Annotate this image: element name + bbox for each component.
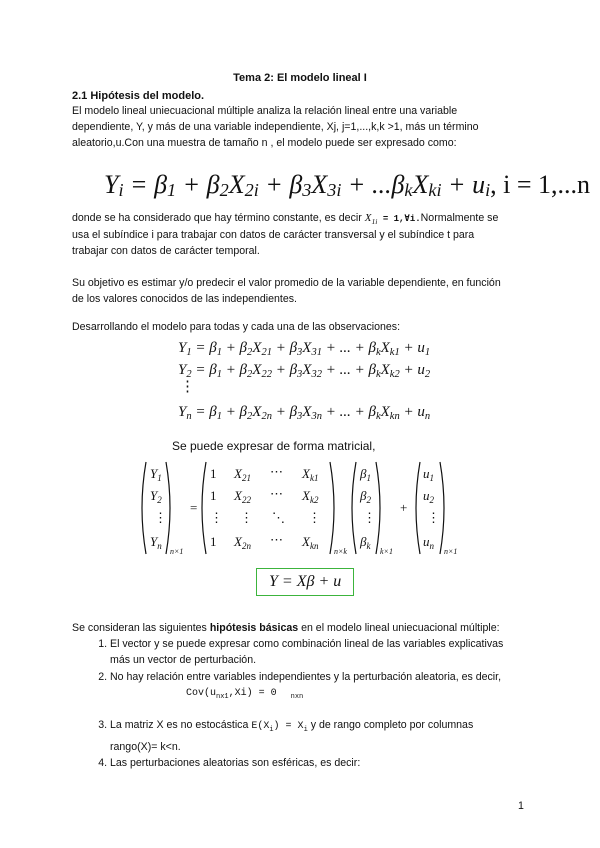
svg-text:1: 1 [210,488,217,503]
objective-line: de los valores conocidos de las independientes. [72,293,297,305]
section-heading: 2.1 Hipótesis del modelo. [72,90,205,102]
svg-text:⋯: ⋯ [270,532,283,547]
objective-line: Su objetivo es estimar y/o predecir el valor promedio de la variable dependiente, en función [72,277,501,289]
equation-row-n: $Y_n = \beta_1 + \beta_2X_{2n} + \beta_3X_{3n}$ + ... + $\beta_kX_{kn} + u_n$ [178,404,431,422]
svg-text:u1: $u_1$ [423,466,434,483]
assumptions-list [84,636,544,771]
compact-equation-box [256,568,354,596]
assumptions-intro: Se consideran las siguientes hipótesis básicas en el modelo lineal uniecuacional múltiple: [72,622,500,634]
svg-text:=: = [190,500,198,515]
svg-text:β1: $\beta_1$ [360,466,371,483]
svg-text:n×1: n×1 [170,547,184,556]
svg-text:⋯: ⋯ [270,486,283,501]
svg-text:⋮: ⋮ [240,510,253,525]
develop-text: Desarrollando el modelo para todas y cada una de las observaciones: [72,321,401,333]
svg-text:βk: $\beta_k$ [360,534,371,551]
compact-equation: Y = Xβ + u [269,573,342,590]
intro-line: aleatorio,u.Con una muestra de tamaño n , el modelo puede ser expresado como: [72,137,457,149]
main-equation: $Y_i = \beta_1 + \beta_2X_{2i} + \beta_3X_{3i} + ...\beta_kX_{ki} + u_i$, i = 1,...n [104,170,591,200]
intro-line: dependiente, Y, y más de una variable independiente, Xj, j=1,...,k,k >1, más un término [72,121,479,133]
system-of-equations [178,337,430,423]
expectation-formula: $E(X_i) = X_i$ [251,721,308,734]
svg-text:⋮: ⋮ [308,510,321,525]
constant-note-line: donde se ha considerado que hay término constante, es decir $X_{1i}$ = 1,∀i.Normalmente se [72,212,499,226]
constant-note [72,210,542,259]
svg-text:+: + [400,500,408,515]
svg-text:⋮: ⋮ [363,510,376,525]
svg-text:Y2: $Y_2$ [150,488,162,505]
svg-text:k×1: k×1 [380,547,393,556]
svg-text:Xkn: $X_{kn}$ [302,534,319,551]
svg-text:Xk1: $X_{k1}$ [302,466,319,483]
svg-text:1: 1 [210,534,217,549]
objective-paragraph [72,275,542,307]
svg-text:un: $u_n$ [423,534,434,551]
svg-text:X21: $X_{21}$ [234,466,251,483]
constant-note-line: trabajar con datos de carácter temporal. [72,245,260,257]
assumption-item-2: 2. No hay relación entre variables independientes y la perturbación aleatoria, es decir, $Cov(u_{nx1},Xi) = 0$ $_{nxn}$ [110,669,544,703]
equation-row-1: $Y_1 = \beta_1 + \beta_2X_{21} + \beta_3X_{31}$ + ... + $\beta_kX_{k1} + u_1$ [178,340,431,358]
matrix-text: Se puede expresar de forma matricial, [172,439,376,453]
svg-text:⋮: ⋮ [210,510,223,525]
constant-note-line: usa el subíndice i para trabajar con datos de carácter transversal y el subíndice t para [72,229,475,241]
svg-text:u2: $u_2$ [423,488,434,505]
svg-text:Yn: $Y_n$ [150,534,162,551]
matrix-equation [108,458,480,558]
intro-line: El modelo lineal uniecuacional múltiple analiza la relación lineal entre una variable [72,105,458,117]
svg-text:⋮: ⋮ [154,510,167,525]
svg-text:Xk2: $X_{k2}$ [302,488,319,505]
svg-text:⋮: ⋮ [427,510,440,525]
svg-text:X22: $X_{22}$ [234,488,251,505]
svg-text:Y1: $Y_1$ [150,466,162,483]
covariance-formula: $Cov(u_{nx1},Xi) = 0$ $_{nxn}$ [186,688,304,701]
assumption-item-1: 1. El vector y se puede expresar como combinación lineal de las variables explicativas más un vector de perturbación. [110,636,544,668]
svg-text:1: 1 [210,466,217,481]
svg-text:β2: $\beta_2$ [360,488,371,505]
assumption-item-4: 4. Las perturbaciones aleatorias son esféricas, es decir: [110,755,544,771]
vertical-ellipsis: ⋮ [180,379,195,395]
intro-paragraph [72,103,532,151]
svg-text:n×k: n×k [334,547,347,556]
equation-row-2: $Y_2 = \beta_1 + \beta_2X_{22} + \beta_3X_{32}$ + ... + $\beta_kX_{k2} + u_2$ [178,362,431,380]
svg-text:⋯: ⋯ [270,464,283,479]
page-number: 1 [518,800,524,812]
assumption-item-3: 3. La matriz X es no estocástica $E(X_i) = X_i$ y de rango completo por columnas rango(X)= k<n. [110,717,544,755]
page-title: Tema 2: El modelo lineal I [233,72,367,84]
svg-text:n×1: n×1 [444,547,458,556]
svg-text:⋱: ⋱ [272,510,285,525]
x1i-symbol: $X_{1i}$ [364,212,378,226]
svg-text:X2n: $X_{2n}$ [234,534,251,551]
